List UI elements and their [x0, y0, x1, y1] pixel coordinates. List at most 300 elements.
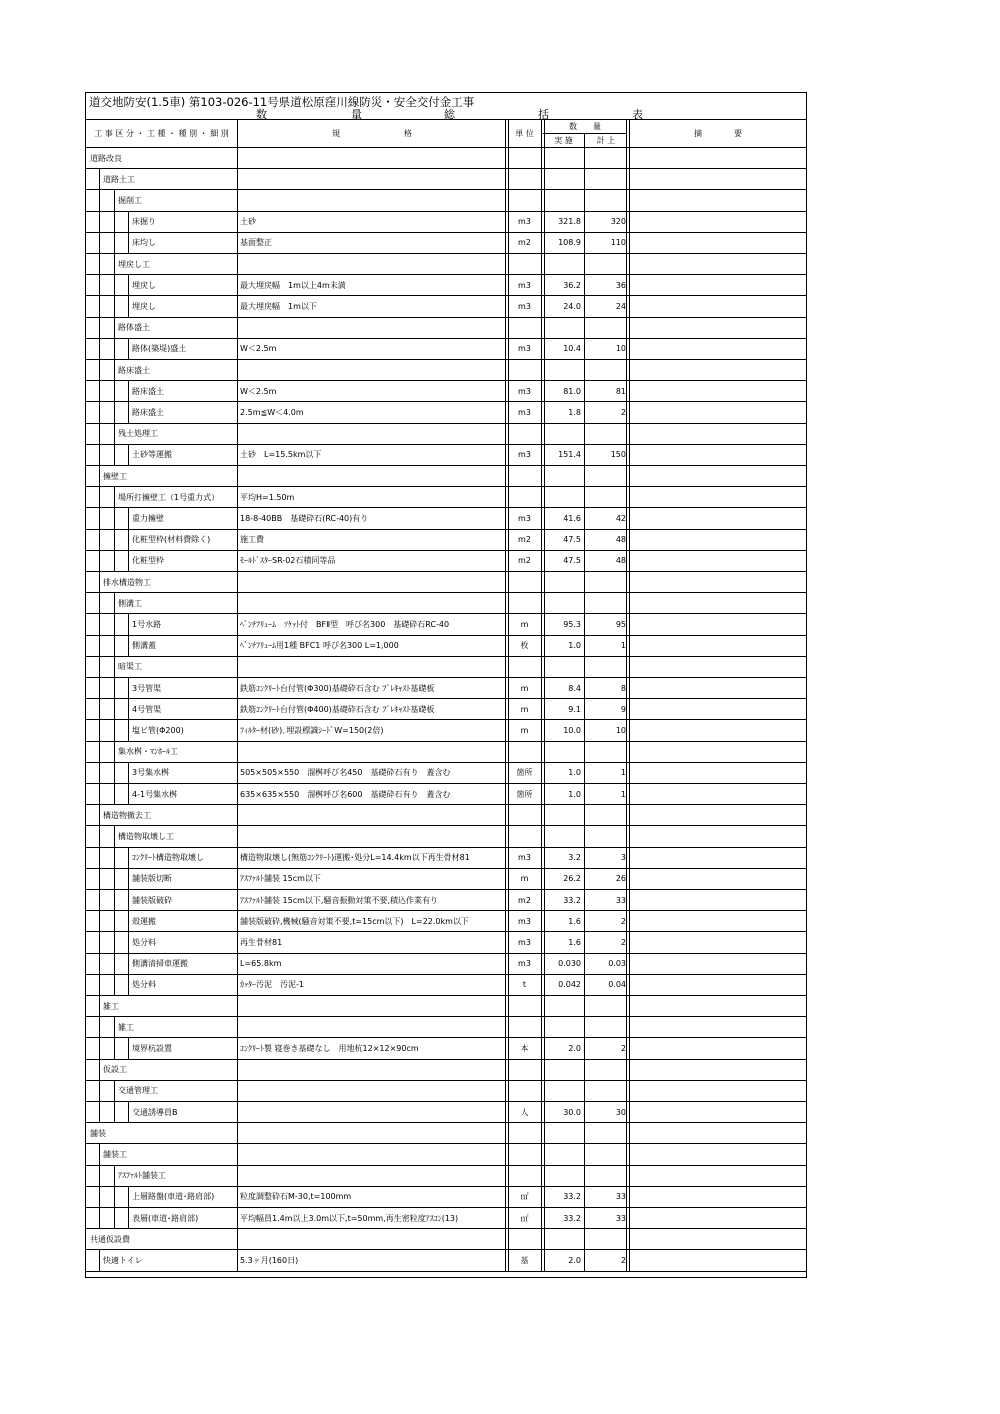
item-note [629, 508, 807, 528]
qty-exec [543, 1229, 584, 1249]
qty-plan: 30 [615, 1107, 626, 1117]
indent-guide [99, 975, 100, 996]
item-spec: ﾍﾞﾝﾁﾌﾘｭｰﾑ ｿｹｯﾄ付 BFⅡ型 呼び名300 基礎砕石RC-40 [240, 619, 450, 629]
indent-guide [128, 339, 129, 360]
table-row [86, 826, 806, 847]
indent-guide [99, 572, 100, 593]
item-spec: 635×635×550 溜桝呼び名600 基礎砕石有り 蓋含む [240, 789, 451, 799]
item-spec: 平均H=1.50m [240, 492, 295, 502]
indent-guide [99, 699, 100, 720]
table-row [86, 1166, 806, 1187]
qty-plan: 24 [615, 301, 626, 311]
table-row [86, 530, 806, 551]
item-spec [238, 1017, 506, 1037]
column-divider [584, 133, 585, 147]
table-row [86, 1038, 806, 1059]
item-note [629, 975, 807, 995]
qty-plan: 2 [620, 1255, 626, 1265]
item-unit: m3 [518, 407, 531, 417]
item-unit [507, 826, 542, 846]
item-note [629, 890, 807, 910]
item-unit [507, 1229, 542, 1249]
item-spec: 最大埋戻幅 1m以上4m未満 [240, 280, 346, 290]
indent-guide [99, 805, 100, 826]
indent-guide [99, 445, 100, 466]
item-unit [507, 1081, 542, 1101]
indent-guide [114, 254, 115, 275]
indent-guide [114, 360, 115, 381]
item-note [629, 1229, 807, 1249]
item-spec [238, 1081, 506, 1101]
indent-guide [128, 1187, 129, 1208]
indent-guide [99, 318, 100, 339]
indent-guide [114, 508, 115, 529]
table-row [86, 678, 806, 699]
column-divider [626, 148, 630, 1272]
item-unit [507, 424, 542, 444]
item-name: 擁壁工 [103, 471, 127, 481]
item-name: 雑工 [103, 1001, 119, 1011]
indent-guide [114, 1038, 115, 1059]
indent-guide [114, 381, 115, 402]
item-spec: ﾓｰﾙﾄﾞｽﾀｰSR-02石積同等品 [240, 556, 336, 566]
indent-guide [128, 848, 129, 869]
table-row [86, 296, 806, 317]
item-unit: m3 [518, 959, 531, 969]
qty-exec: 10.4 [563, 344, 581, 354]
qty-plan [585, 169, 627, 189]
item-spec: 平均幅員1.4m以上3.0m以下,t=50mm,再生密粒度ｱｽｺﾝ(13) [240, 1213, 459, 1223]
qty-plan: 0.03 [608, 959, 626, 969]
item-name: 集水桝・ﾏﾝﾎｰﾙ工 [118, 747, 178, 757]
qty-exec [543, 318, 584, 338]
item-spec [238, 424, 506, 444]
item-name: 交通管理工 [118, 1086, 158, 1096]
item-name: 道路改良 [90, 153, 122, 163]
item-name: 4号管渠 [132, 704, 162, 714]
indent-guide [114, 339, 115, 360]
indent-guide [99, 233, 100, 254]
table-row [86, 720, 806, 741]
qty-exec [543, 148, 584, 168]
indent-guide [128, 932, 129, 953]
item-unit [507, 190, 542, 210]
table-row [86, 381, 806, 402]
indent-guide [128, 1038, 129, 1059]
item-name: 路床盛土 [132, 386, 164, 396]
item-unit [507, 742, 542, 762]
table-row [86, 614, 806, 635]
item-unit [507, 996, 542, 1016]
indent-guide [128, 551, 129, 572]
table-row [86, 1208, 806, 1229]
qty-plan [585, 190, 627, 210]
item-note [629, 381, 807, 401]
table-row [86, 1081, 806, 1102]
qty-exec: 2.0 [568, 1255, 581, 1265]
indent-guide [99, 487, 100, 508]
item-note [629, 233, 807, 253]
column-exec-header: 実 施 [543, 133, 584, 147]
item-name: 塩ビ管(Φ200) [132, 725, 184, 735]
qty-plan: 42 [615, 513, 626, 523]
item-name: 処分料 [132, 980, 156, 990]
item-name: 床掘り [132, 217, 156, 227]
item-unit [507, 360, 542, 380]
qty-exec [543, 190, 584, 210]
indent-guide [99, 1166, 100, 1187]
item-unit: m [520, 725, 529, 735]
qty-plan [585, 593, 627, 613]
qty-plan: 48 [615, 556, 626, 566]
item-note [629, 1017, 807, 1037]
item-note [629, 657, 807, 677]
item-note [629, 339, 807, 359]
item-unit [507, 254, 542, 274]
indent-guide [128, 1102, 129, 1123]
item-unit [507, 1144, 542, 1164]
item-spec: 2.5m≦W＜4.0m [240, 407, 304, 417]
item-spec [238, 657, 506, 677]
indent-guide [114, 402, 115, 423]
item-unit [507, 487, 542, 507]
qty-exec: 9.1 [568, 704, 581, 714]
indent-guide [114, 1208, 115, 1229]
item-note [629, 1060, 807, 1080]
item-note [629, 784, 807, 804]
indent-guide [99, 1144, 100, 1165]
table-row [86, 636, 806, 657]
indent-guide [99, 932, 100, 953]
item-unit: m2 [518, 895, 531, 905]
item-note [629, 169, 807, 189]
indent-guide [99, 1187, 100, 1208]
indent-guide [114, 233, 115, 254]
column-divider [505, 119, 509, 147]
qty-exec: 41.6 [563, 513, 581, 523]
item-unit: m3 [518, 386, 531, 396]
qty-exec: 47.5 [563, 535, 581, 545]
item-unit: m3 [518, 937, 531, 947]
item-spec [238, 826, 506, 846]
indent-guide [99, 508, 100, 529]
qty-plan: 2 [620, 1043, 626, 1053]
item-spec: ｱｽﾌｧﾙﾄ舗装 15cm以下 [240, 874, 321, 884]
item-unit [507, 593, 542, 613]
qty-exec [543, 1017, 584, 1037]
qty-plan: 1 [620, 789, 626, 799]
indent-guide [114, 932, 115, 953]
qty-exec [543, 1060, 584, 1080]
item-name: 路体盛土 [118, 323, 150, 333]
qty-plan [585, 1017, 627, 1037]
column-note-header: 摘 要 [694, 128, 742, 138]
item-unit: m3 [518, 513, 531, 523]
indent-guide [114, 614, 115, 635]
qty-exec: 321.8 [558, 217, 581, 227]
item-unit: t [522, 980, 527, 990]
item-note [629, 275, 807, 295]
column-divider [237, 148, 238, 1272]
indent-guide [114, 954, 115, 975]
table-row [86, 212, 806, 233]
indent-guide [114, 296, 115, 317]
indent-guide [99, 657, 100, 678]
qty-exec: 95.3 [563, 619, 581, 629]
item-note [629, 869, 807, 889]
indent-guide [114, 445, 115, 466]
item-note [629, 148, 807, 168]
indent-guide [114, 890, 115, 911]
indent-guide [114, 551, 115, 572]
qty-exec [543, 1144, 584, 1164]
item-unit: m3 [518, 344, 531, 354]
item-unit: m2 [518, 556, 531, 566]
table-row [86, 911, 806, 932]
item-unit [507, 657, 542, 677]
indent-guide [114, 636, 115, 657]
indent-guide [99, 636, 100, 657]
indent-guide [99, 678, 100, 699]
item-unit [507, 1166, 542, 1186]
indent-guide [128, 445, 129, 466]
indent-guide [114, 593, 115, 614]
item-name: 仮設工 [103, 1065, 127, 1075]
indent-guide [99, 1208, 100, 1229]
qty-plan [585, 1123, 627, 1143]
table-row [86, 1060, 806, 1081]
item-note [629, 190, 807, 210]
indent-guide [114, 212, 115, 233]
qty-exec [543, 742, 584, 762]
table-row [86, 1229, 806, 1250]
qty-plan: 1 [620, 641, 626, 651]
indent-guide [114, 975, 115, 996]
item-spec [238, 742, 506, 762]
column-unit-header: 単 位 [515, 128, 534, 138]
indent-guide [99, 212, 100, 233]
table-row [86, 466, 806, 487]
indent-guide [99, 1017, 100, 1038]
item-note [629, 445, 807, 465]
table-row [86, 445, 806, 466]
indent-guide [99, 593, 100, 614]
item-note [629, 742, 807, 762]
item-note [629, 614, 807, 634]
qty-exec: 10.0 [563, 725, 581, 735]
item-note [629, 1144, 807, 1164]
item-note [629, 318, 807, 338]
indent-guide [128, 678, 129, 699]
qty-exec: 108.9 [558, 238, 581, 248]
table-row [86, 954, 806, 975]
qty-plan: 10 [615, 725, 626, 735]
item-spec: 土砂 [240, 217, 256, 227]
indent-guide [99, 848, 100, 869]
indent-guide [99, 402, 100, 423]
item-spec: W＜2.5m [240, 344, 277, 354]
table-row [86, 275, 806, 296]
heading-char: 量 [351, 108, 362, 121]
item-name: 土砂等運搬 [132, 450, 172, 460]
item-spec: ｺﾝｸﾘｰﾄ製 寝巻き基礎なし 用地杭12×12×90cm [240, 1043, 419, 1053]
indent-guide [99, 1038, 100, 1059]
indent-guide [128, 869, 129, 890]
table-row [86, 360, 806, 381]
item-unit [507, 148, 542, 168]
qty-plan: 33 [615, 1192, 626, 1202]
item-note [629, 530, 807, 550]
item-unit: 枚 [520, 641, 529, 651]
item-unit: m2 [518, 238, 531, 248]
indent-guide [114, 190, 115, 211]
indent-guide [114, 869, 115, 890]
indent-guide [114, 1017, 115, 1038]
indent-guide [99, 890, 100, 911]
qty-plan [585, 148, 627, 168]
indent-guide [99, 254, 100, 275]
item-spec [238, 1060, 506, 1080]
item-unit: m3 [518, 217, 531, 227]
item-name: 路体(築堤)盛土 [132, 344, 187, 354]
qty-plan: 48 [615, 535, 626, 545]
column-divider [584, 148, 585, 1272]
qty-plan [585, 657, 627, 677]
item-spec [238, 318, 506, 338]
item-note [629, 848, 807, 868]
item-spec: 5.3ヶ月(160日) [240, 1255, 299, 1265]
table-row [86, 487, 806, 508]
item-note [629, 1166, 807, 1186]
indent-guide [99, 530, 100, 551]
qty-exec: 1.0 [568, 768, 581, 778]
item-name: 暗渠工 [118, 662, 142, 672]
item-unit: m3 [518, 301, 531, 311]
indent-guide [128, 296, 129, 317]
item-spec: 構造物取壊し(無筋ｺﾝｸﾘｰﾄ)運搬･処分L=14.4km以下再生骨材81 [240, 853, 470, 863]
indent-guide [114, 826, 115, 847]
qty-plan: 95 [615, 619, 626, 629]
qty-exec: 151.4 [558, 450, 581, 460]
item-note [629, 212, 807, 232]
table-row [86, 975, 806, 996]
item-note [629, 678, 807, 698]
item-name: 上層路盤(車道･路肩部) [132, 1192, 215, 1202]
item-name: 路床盛土 [118, 365, 150, 375]
item-spec [238, 169, 506, 189]
item-unit [507, 466, 542, 486]
item-spec [238, 148, 506, 168]
table-row [86, 763, 806, 784]
qty-exec: 1.8 [568, 407, 581, 417]
table-row [86, 233, 806, 254]
table-row [86, 551, 806, 572]
item-unit [507, 318, 542, 338]
item-name: 化粧型枠 [132, 556, 164, 566]
indent-guide [99, 784, 100, 805]
indent-guide [99, 466, 100, 487]
indent-guide [99, 424, 100, 445]
item-spec: W＜2.5m [240, 386, 277, 396]
qty-plan [585, 318, 627, 338]
indent-guide [99, 869, 100, 890]
qty-plan [585, 572, 627, 592]
qty-exec: 26.2 [563, 874, 581, 884]
indent-guide [114, 742, 115, 763]
item-name: 側溝清掃車運搬 [132, 959, 188, 969]
item-name: 殻運搬 [132, 916, 156, 926]
item-name: 快適トイレ [103, 1255, 143, 1265]
item-name: 表層(車道･路肩部) [132, 1213, 199, 1223]
heading-char: 数 [256, 108, 267, 121]
indent-guide [99, 1060, 100, 1081]
table-row [86, 1187, 806, 1208]
qty-exec [543, 593, 584, 613]
indent-guide [114, 699, 115, 720]
item-name: 残土処理工 [118, 429, 158, 439]
indent-guide [114, 1166, 115, 1187]
qty-exec: 47.5 [563, 556, 581, 566]
qty-plan: 110 [610, 238, 626, 248]
indent-guide [114, 657, 115, 678]
table-row [86, 318, 806, 339]
item-note [629, 1038, 807, 1058]
item-spec [238, 1166, 506, 1186]
indent-guide [128, 699, 129, 720]
item-spec [238, 1229, 506, 1249]
item-unit: m [520, 704, 529, 714]
indent-guide [99, 614, 100, 635]
item-note [629, 932, 807, 952]
indent-guide [114, 424, 115, 445]
table-row [86, 339, 806, 360]
title-row [86, 93, 806, 120]
qty-exec: 0.042 [558, 980, 581, 990]
item-note [629, 402, 807, 422]
item-unit [507, 1123, 542, 1143]
column-divider [541, 119, 545, 147]
qty-exec: 24.0 [563, 301, 581, 311]
item-name: 路床盛土 [132, 407, 164, 417]
table-row [86, 1102, 806, 1123]
item-unit: m [520, 874, 529, 884]
item-note [629, 1081, 807, 1101]
indent-guide [114, 678, 115, 699]
item-name: 場所打擁壁工（1号重力式） [118, 492, 220, 502]
item-spec [238, 572, 506, 592]
column-spec-header: 規 格 [332, 128, 412, 138]
qty-exec [543, 254, 584, 274]
indent-guide [99, 826, 100, 847]
table-row [86, 169, 806, 190]
qty-exec: 30.0 [563, 1107, 581, 1117]
table-row [86, 699, 806, 720]
item-spec: ｱｽﾌｧﾙﾄ舗装 15cm以下,騒音振動対策不要,積込作業有り [240, 895, 438, 905]
item-name: 床均し [132, 238, 156, 248]
indent-guide [99, 954, 100, 975]
item-note [629, 1102, 807, 1122]
table-row [86, 1250, 806, 1271]
indent-guide [114, 763, 115, 784]
qty-exec [543, 805, 584, 825]
item-spec: 505×505×550 溜桝呼び名450 基礎砕石有り 蓋含む [240, 768, 451, 778]
qty-plan [585, 254, 627, 274]
item-unit: m3 [518, 916, 531, 926]
indent-guide [128, 402, 129, 423]
item-note [629, 360, 807, 380]
table-row [86, 1123, 806, 1144]
qty-plan [585, 487, 627, 507]
